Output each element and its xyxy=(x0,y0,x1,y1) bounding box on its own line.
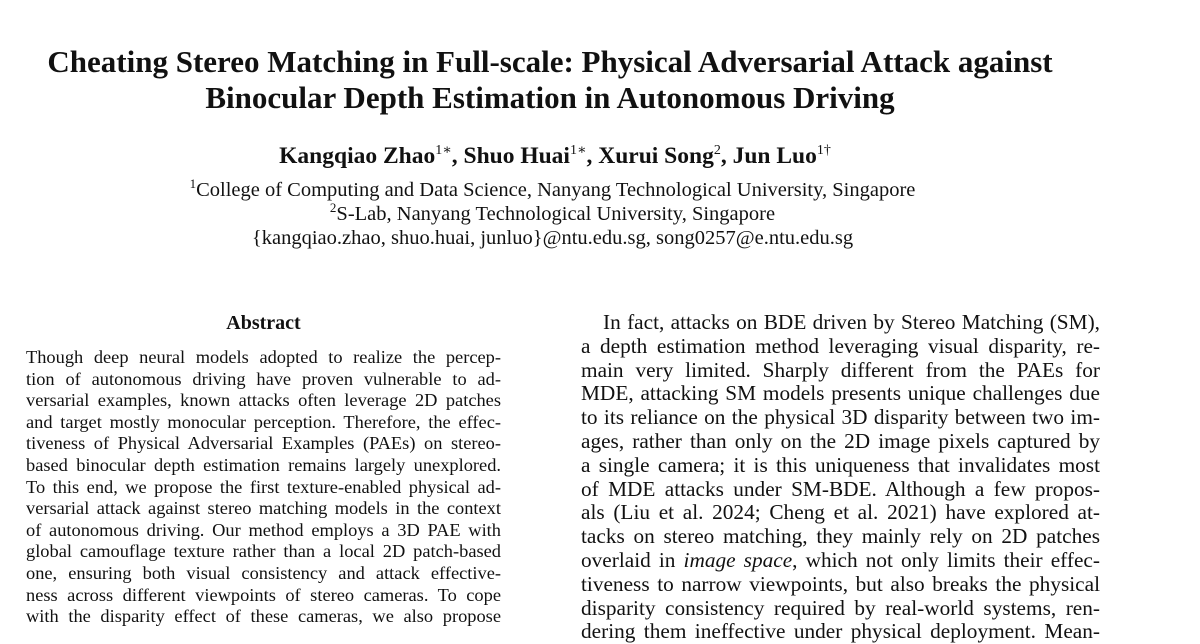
author-name: Kangqiao Zhao xyxy=(279,143,436,169)
intro-line: ages, rather than only on the 2D image pixels captured by xyxy=(581,428,1100,453)
intro-line: tacks on stereo matching, they mainly rely on 2D patches xyxy=(581,524,1100,549)
abstract-line: Though deep neural models adopted to realize the percep- xyxy=(26,347,501,367)
title-line-2: Binocular Depth Estimation in Autonomous Driving xyxy=(205,80,895,115)
abstract-line: ness across different viewpoints of stereo cameras. To cope xyxy=(26,584,501,605)
intro-line: tiveness to narrow viewpoints, but also breaks the physical xyxy=(581,571,1100,596)
author-affiliation-mark: 1∗ xyxy=(569,143,587,158)
affiliation-text: College of Computing and Data Science, Nanyang Technological University, Singapore xyxy=(196,179,916,201)
abstract-line: versarial attack against stereo matching models in the context xyxy=(26,498,501,519)
intro-line: dering them ineffective under physical deployment. Mean- xyxy=(581,619,1100,644)
intro-line xyxy=(581,549,1100,573)
affiliation-block xyxy=(0,178,1105,250)
author-name: Xurui Song xyxy=(598,143,714,169)
intro-line: als (Liu et al. 2024; Cheng et al. 2021) have explored at- xyxy=(581,500,1100,525)
abstract-line: tion of autonomous driving have proven vulnerable to ad- xyxy=(26,368,501,389)
abstract-line: To this end, we propose the first texture-enabled physical ad- xyxy=(26,476,501,497)
affiliation-text: S-Lab, Nanyang Technological University, Singapore xyxy=(336,203,776,225)
author-separator: , xyxy=(451,143,458,169)
intro-line: In fact, attacks on BDE driven by Stereo Matching (SM), xyxy=(603,310,1100,334)
abstract-line: and target mostly monocular perception. Therefore, the effec- xyxy=(26,411,501,432)
intro-text: , which not only limits their effec- xyxy=(792,547,1100,572)
author-separator: , xyxy=(720,143,727,169)
abstract-line: with the disparity effect of these cameras, we also propose xyxy=(26,606,501,627)
intro-line: a depth estimation method leveraging visual disparity, re- xyxy=(581,333,1100,358)
intro-emphasis: image space xyxy=(683,547,793,572)
intro-line: to its reliance on the physical 3D disparity between two im- xyxy=(581,405,1100,430)
abstract-line: tiveness of Physical Adversarial Examples (PAEs) on stereo- xyxy=(26,433,501,454)
author-name: Jun Luo xyxy=(732,143,817,169)
author-affiliation-mark: 2 xyxy=(713,143,721,158)
paper-title xyxy=(0,44,1100,116)
author-list xyxy=(0,140,1110,172)
author-name: Shuo Huai xyxy=(463,143,570,169)
affiliation xyxy=(0,178,1105,202)
abstract-body xyxy=(26,347,501,628)
abstract-line: versarial examples, known attacks often leverage 2D patches xyxy=(26,390,501,411)
author-affiliation-mark: 1† xyxy=(816,143,831,158)
abstract-line: one, ensuring both visual consistency and attack effective- xyxy=(26,562,501,583)
affiliation-mark: 2 xyxy=(329,200,337,215)
intro-line: disparity consistency required by real-world systems, ren- xyxy=(581,595,1100,620)
email-addresses: {kangqiao.zhao, shuo.huai, junluo}@ntu.edu.sg, song0257@e.ntu.edu.sg xyxy=(251,227,854,249)
author-separator: , xyxy=(586,143,593,169)
introduction-paragraph xyxy=(581,311,1100,644)
author-affiliation-mark: 1∗ xyxy=(435,143,452,158)
intro-line: of MDE attacks under SM-BDE. Although a few propos- xyxy=(581,476,1100,501)
abstract-heading: Abstract xyxy=(226,312,301,334)
intro-line: MDE, attacking SM models presents unique challenges due xyxy=(581,381,1100,406)
title-line-1: Cheating Stereo Matching in Full-scale: Physical Adversarial Attack against xyxy=(47,44,1053,79)
abstract-line: global camouflage texture rather than a local 2D patch-based xyxy=(26,541,501,562)
intro-line: main very limited. Sharply different from the PAEs for xyxy=(581,357,1100,382)
abstract-line: based binocular depth estimation remains largely unexplored. xyxy=(26,454,501,475)
intro-text: overlaid in xyxy=(581,547,684,572)
abstract-line: of autonomous driving. Our method employs a 3D PAE with xyxy=(26,519,501,540)
affiliation xyxy=(0,202,1105,226)
intro-line: a single camera; it is this uniqueness that invalidates most xyxy=(581,452,1100,477)
affiliation-mark: 1 xyxy=(189,176,197,191)
